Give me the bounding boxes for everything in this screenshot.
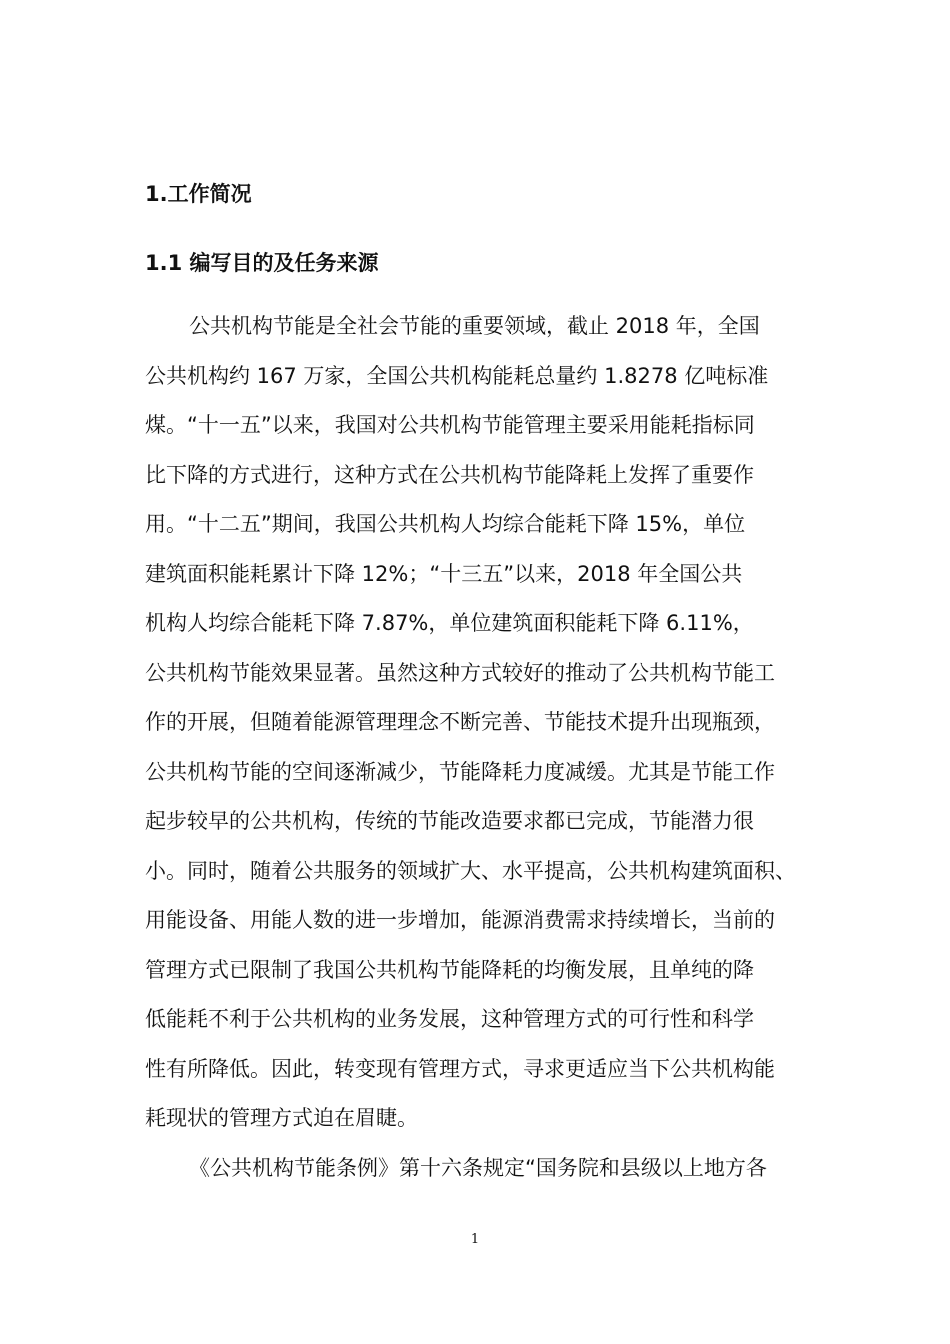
paragraph-1-line: 低能耗不利于公共机构的业务发展，这种管理方式的可行性和科学 <box>145 1007 754 1031</box>
paragraph-1-line: 耗现状的管理方式迫在眉睫。 <box>145 1106 418 1130</box>
paragraph-1-line: 公共机构节能是全社会节能的重要领域，截止 2018 年，全国 <box>189 314 760 338</box>
paragraph-1-line: 建筑面积能耗累计下降 12%；“十三五”以来，2018 年全国公共 <box>145 561 743 586</box>
page-number: 1 <box>470 1232 480 1247</box>
paragraph-1-line: 用。“十二五”期间，我国公共机构人均综合能耗下降 15%，单位 <box>145 512 746 536</box>
paragraph-1-line: 公共机构节能的空间逐渐减少，节能降耗力度减缓。尤其是节能工作 <box>145 759 775 784</box>
paragraph-1-line: 煤。“十一五”以来，我国对公共机构节能管理主要采用能耗指标同 <box>145 413 755 437</box>
paragraph-1-line: 起步较早的公共机构，传统的节能改造要求都已完成，节能潜力很 <box>145 809 754 833</box>
paragraph-2-line: 《公共机构节能条例》第十六条规定“国务院和县级以上地方各 <box>189 1155 767 1180</box>
section-title: 1.工作简况 <box>145 182 252 206</box>
paragraph-1-line: 小。同时，随着公共服务的领域扩大、水平提高，公共机构建筑面积、 <box>145 858 796 883</box>
paragraph-1-line: 管理方式已限制了我国公共机构节能降耗的均衡发展，且单纯的降 <box>145 957 754 982</box>
subsection-title: 1.1 编写目的及任务来源 <box>145 251 379 275</box>
paragraph-1-line: 性有所降低。因此，转变现有管理方式，寻求更适应当下公共机构能 <box>145 1056 775 1081</box>
paragraph-1-line: 用能设备、用能人数的进一步增加，能源消费需求持续增长，当前的 <box>145 908 775 932</box>
paragraph-1-line: 公共机构约 167 万家，全国公共机构能耗总量约 1.8278 亿吨标准 <box>145 363 769 388</box>
paragraph-1-line: 机构人均综合能耗下降 7.87%，单位建筑面积能耗下降 6.11%， <box>145 611 754 635</box>
paragraph-1-line: 公共机构节能效果显著。虽然这种方式较好的推动了公共机构节能工 <box>145 660 775 685</box>
paragraph-1-line: 作的开展，但随着能源管理理念不断完善、节能技术提升出现瓶颈， <box>145 710 775 734</box>
paragraph-1-line: 比下降的方式进行，这种方式在公共机构节能降耗上发挥了重要作 <box>145 462 754 487</box>
